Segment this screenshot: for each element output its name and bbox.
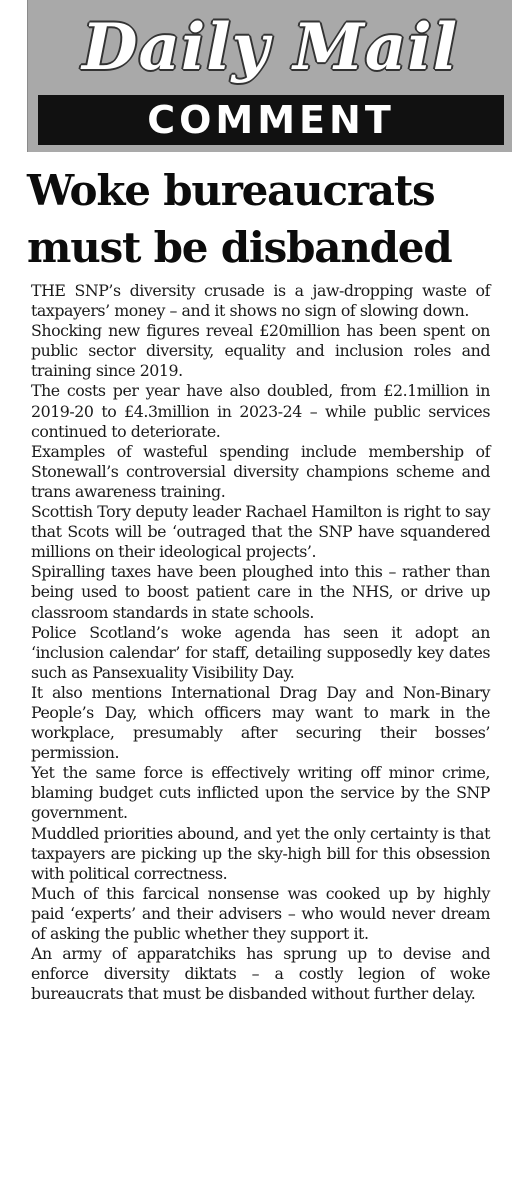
masthead	[27, 0, 512, 152]
article-body	[31, 281, 490, 1004]
paragraph: Muddled priorities abound, and yet the only certainty is that taxpayers are picking up the sky-high bill for this obsession with political correctness.	[31, 823, 490, 883]
paragraph: Much of this farcical nonsense was cooked up by highly paid ‘experts’ and their advisers – who would never dream of asking the public whether they support it.	[31, 883, 490, 943]
paragraph: It also mentions International Drag Day and Non-Binary People’s Day, which officers may want to mark in the workplace, presumably after securing their bosses’ permission.	[31, 682, 490, 763]
section-label: COMMENT	[147, 98, 395, 142]
headline-line-1: Woke bureaucrats	[27, 166, 435, 215]
paragraph: Yet the same force is effectively writing off minor crime, blaming budget cuts inflicted upon the service by the SNP government.	[31, 763, 490, 823]
paragraph: Spiralling taxes have been ploughed into this – rather than being used to boost patient care in the NHS, or drive up classroom standards in state schools.	[31, 562, 490, 622]
paragraph: Police Scotland’s woke agenda has seen it adopt an ‘inclusion calendar’ for staff, detailing supposedly key dates such as Pansexuality Visibility Day.	[31, 622, 490, 682]
paragraph: The costs per year have also doubled, from £2.1million in 2019-20 to £4.3million in 2023-24 – while public services continued to deteriorate.	[31, 381, 490, 441]
paragraph: An army of apparatchiks has sprung up to devise and enforce diversity diktats – a costly legion of woke bureaucrats that must be disbanded without further delay.	[31, 944, 490, 1004]
headline	[27, 162, 507, 276]
paragraph: Examples of wasteful spending include membership of Stonewall’s controversial diversity champions scheme and trans awareness training.	[31, 441, 490, 501]
paragraph: Shocking new figures reveal £20million has been spent on public sector diversity, equality and inclusion roles and training since 2019.	[31, 321, 490, 381]
headline-line-2: must be disbanded	[27, 223, 452, 272]
section-banner	[38, 95, 504, 145]
masthead-logo: Daily Mail	[82, 10, 458, 85]
paragraph: THE SNP’s diversity crusade is a jaw-dropping waste of taxpayers’ money – and it shows no sign of slowing down.	[31, 281, 490, 321]
paragraph: Scottish Tory deputy leader Rachael Hamilton is right to say that Scots will be ‘outraged that the SNP have squandered millions on their ideological projects’.	[31, 502, 490, 562]
